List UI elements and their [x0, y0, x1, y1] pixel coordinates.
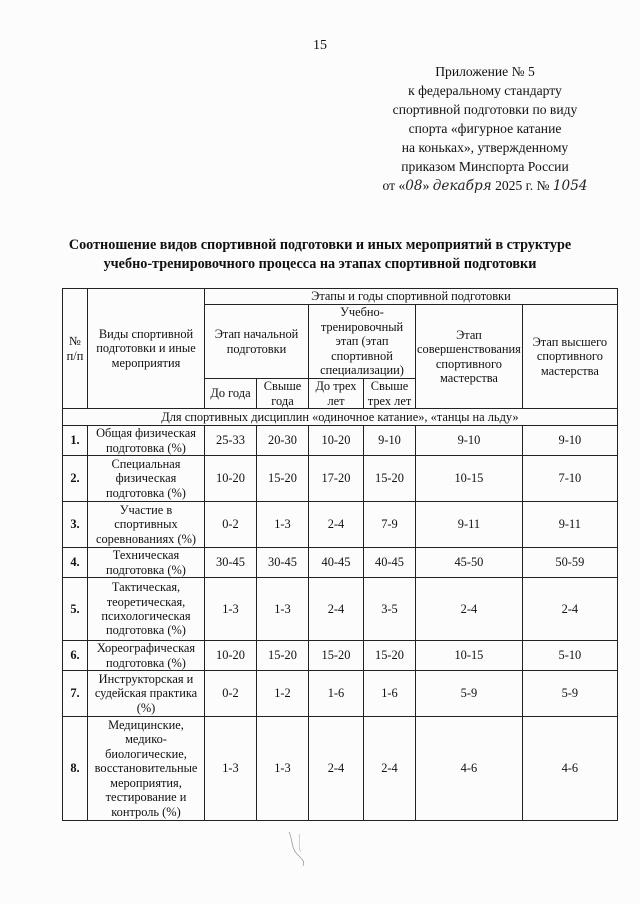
row-number: 8. — [63, 717, 88, 821]
row-value: 2-4 — [364, 717, 416, 821]
row-value: 10-20 — [309, 426, 364, 456]
pen-mark-scribble — [285, 828, 325, 868]
row-activity: Общая физическая подготовка (%) — [88, 426, 205, 456]
table-row — [63, 548, 618, 578]
row-value: 0-2 — [205, 502, 257, 548]
table-row — [63, 426, 618, 456]
page-number: 15 — [313, 38, 327, 53]
date-mid: » — [422, 178, 430, 193]
row-value: 30-45 — [205, 548, 257, 578]
date-year: 2025 г. № — [495, 178, 550, 193]
row-value: 10-20 — [205, 456, 257, 502]
row-value: 0-2 — [205, 671, 257, 717]
header-up-to-three: До трех лет — [309, 379, 364, 409]
row-value: 45-50 — [416, 548, 523, 578]
row-value: 15-20 — [257, 641, 309, 671]
header-stage-training: Учебно-тренировочный этап (этап спортивной специализации) — [309, 305, 416, 379]
row-number: 6. — [63, 641, 88, 671]
row-value: 5-9 — [416, 671, 523, 717]
appendix-block — [365, 62, 605, 196]
handwritten-day: 08 — [405, 178, 423, 194]
appendix-line: на коньках», утвержденному — [401, 140, 569, 155]
row-value: 9-10 — [416, 426, 523, 456]
row-value: 30-45 — [257, 548, 309, 578]
header-stage-initial: Этап начальной подготовки — [205, 305, 309, 379]
row-value: 1-2 — [257, 671, 309, 717]
row-number: 4. — [63, 548, 88, 578]
row-value: 1-6 — [309, 671, 364, 717]
row-value: 1-3 — [257, 717, 309, 821]
row-number: 3. — [63, 502, 88, 548]
row-value: 50-59 — [522, 548, 617, 578]
row-value: 25-33 — [205, 426, 257, 456]
row-activity: Медицинские, медико-биологические, восстановительные мероприятия, тестирование и контроль (%) — [88, 717, 205, 821]
row-activity: Тактическая, теоретическая, психологическая подготовка (%) — [88, 578, 205, 641]
row-value: 2-4 — [416, 578, 523, 641]
row-activity: Хореографическая подготовка (%) — [88, 641, 205, 671]
row-value: 15-20 — [364, 456, 416, 502]
appendix-line: спорта «фигурное катание — [408, 121, 562, 136]
row-value: 4-6 — [522, 717, 617, 821]
table-row — [63, 456, 618, 502]
appendix-line: Приложение № 5 — [435, 64, 535, 79]
row-number: 5. — [63, 578, 88, 641]
row-value: 2-4 — [522, 578, 617, 641]
row-value: 1-3 — [205, 578, 257, 641]
table-row — [63, 641, 618, 671]
row-number: 1. — [63, 426, 88, 456]
row-value: 1-3 — [205, 717, 257, 821]
row-activity: Участие в спортивных соревнованиях (%) — [88, 502, 205, 548]
row-activity: Специальная физическая подготовка (%) — [88, 456, 205, 502]
row-value: 2-4 — [309, 502, 364, 548]
appendix-line: спортивной подготовки по виду — [392, 102, 578, 117]
date-prefix: от « — [382, 178, 406, 193]
row-value: 2-4 — [309, 717, 364, 821]
row-value: 10-15 — [416, 641, 523, 671]
row-value: 4-6 — [416, 717, 523, 821]
title-line: Соотношение видов спортивной подготовки и иных мероприятий в структуре — [68, 237, 572, 253]
row-value: 2-4 — [309, 578, 364, 641]
appendix-line: приказом Минспорта России — [401, 159, 569, 174]
header-up-to-year: До года — [205, 379, 257, 409]
header-kind: Виды спортивной подготовки и иные мероприятия — [88, 289, 205, 409]
section-header: Для спортивных дисциплин «одиночное катание», «танцы на льду» — [63, 409, 618, 426]
row-value: 40-45 — [364, 548, 416, 578]
row-value: 20-30 — [257, 426, 309, 456]
table-row — [63, 671, 618, 717]
row-number: 2. — [63, 456, 88, 502]
table-row — [63, 502, 618, 548]
header-num: № п/п — [63, 289, 88, 409]
row-activity: Инструкторская и судейская практика (%) — [88, 671, 205, 717]
header-stages: Этапы и годы спортивной подготовки — [205, 289, 618, 305]
header-stage-improvement: Этап совершенствования спортивного мастерства — [416, 305, 523, 409]
header-over-three: Свыше трех лет — [364, 379, 416, 409]
row-value: 10-20 — [205, 641, 257, 671]
row-value: 9-11 — [416, 502, 523, 548]
row-value: 5-10 — [522, 641, 617, 671]
row-value: 40-45 — [309, 548, 364, 578]
row-value: 9-10 — [364, 426, 416, 456]
title-line: учебно-тренировочного процесса на этапах спортивной подготовки — [103, 256, 537, 272]
row-value: 9-10 — [522, 426, 617, 456]
table-row — [63, 717, 618, 821]
table-row — [63, 578, 618, 641]
row-value: 9-11 — [522, 502, 617, 548]
row-value: 7-9 — [364, 502, 416, 548]
handwritten-month: декабря — [432, 178, 492, 194]
row-value: 15-20 — [309, 641, 364, 671]
header-stage-highest: Этап высшего спортивного мастерства — [522, 305, 617, 409]
row-value: 1-6 — [364, 671, 416, 717]
row-value: 15-20 — [257, 456, 309, 502]
row-value: 1-3 — [257, 578, 309, 641]
appendix-line: к федеральному стандарту — [408, 83, 562, 98]
header-over-year: Свыше года — [257, 379, 309, 409]
row-value: 3-5 — [364, 578, 416, 641]
row-activity: Техническая подготовка (%) — [88, 548, 205, 578]
row-value: 5-9 — [522, 671, 617, 717]
sport-training-table — [62, 288, 618, 821]
row-value: 15-20 — [364, 641, 416, 671]
row-value: 7-10 — [522, 456, 617, 502]
row-value: 10-15 — [416, 456, 523, 502]
row-value: 1-3 — [257, 502, 309, 548]
row-value: 17-20 — [309, 456, 364, 502]
row-number: 7. — [63, 671, 88, 717]
document-title — [40, 236, 600, 274]
order-date-line — [365, 176, 605, 196]
handwritten-number: 1054 — [552, 178, 588, 194]
